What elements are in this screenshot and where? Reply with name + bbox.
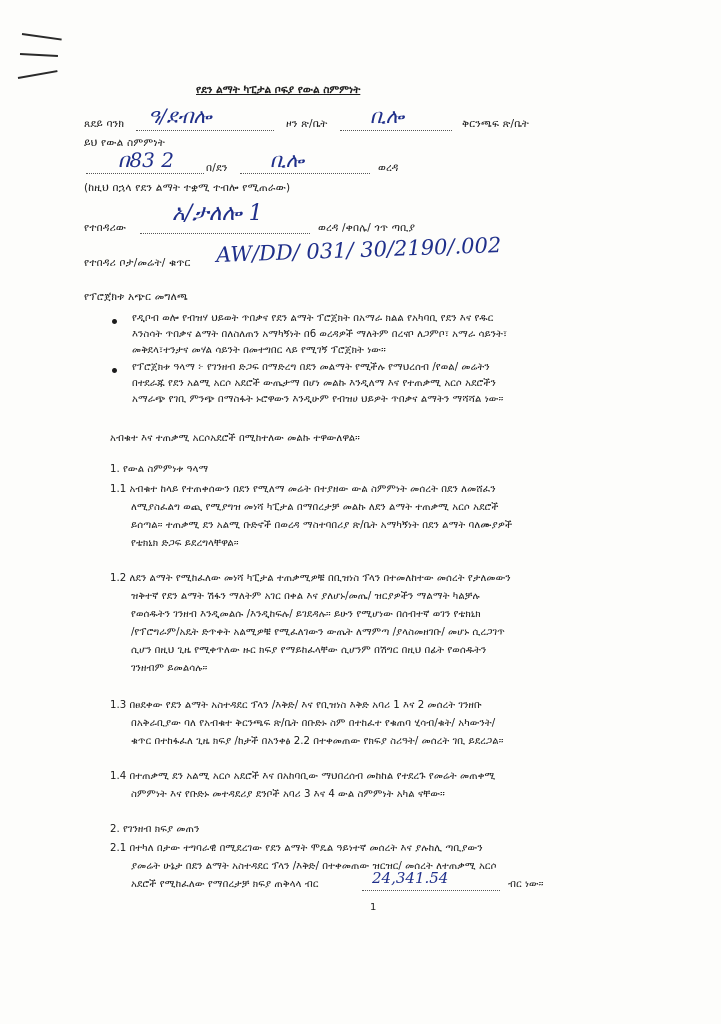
- clause-1-4-line-1: 1.4 በተጠቃሚ ደን አልሚ አርሶ አደሮች እና በአከባቢው ማህበረሰብ መከከል የተደረጉ የመሬት መጠቀሚ: [110, 771, 496, 782]
- branch-label: ዞን ጽ/ቤት: [286, 118, 328, 130]
- borrower-dotted-line: [140, 233, 310, 234]
- branch-dotted-line: [340, 130, 452, 131]
- clause-1-2-line-4: /የፕሮግራም/አዴት ድጥቀት አልሚዎቹ የሚፈለገውን ውጤት ለማምጣ /ያላስመዘገቡ/ መሆኑ ሲረጋገጥ: [131, 627, 505, 638]
- borrower-location-label: ወረዳ /ቀበሌ/ ጎጥ ጣቢያ: [318, 222, 416, 234]
- clause-2-1-line-3: አደሮች የሚከፈለው የማበረታቻ ክፍያ ጠቅላላ ብር: [131, 879, 319, 890]
- clause-2-1-line-2: ያመሬት ሁኔታ በደን ልማት አስተዳደር ፕላን /እቅድ/ በተቀመጠው ዝርዝር/ መሰረት ለተጠቃሚ አርሶ: [131, 861, 497, 872]
- margin-mark: [18, 70, 58, 79]
- clause-1-2-line-5: ሲሆን በዚህ ጊዜ የሚቀጥለው ዙር ክፍያ የማይከፈላቸው ሲሆንም በሽግር በዚህ በፊት የወሰዱትን: [131, 645, 487, 656]
- woreda-label: ወረዳ: [378, 162, 399, 174]
- office-label: ቅርንጫፍ ጽ/ቤት: [462, 118, 530, 130]
- bullet-1-line-3: መቅደላ፣ተንታና መሃል ሳይንት በመተግበር ላይ የሚገኝ ፕሮጀክት ነው።: [132, 345, 386, 356]
- clause-1-2-line-1: 1.2 ለደን ልማት የሚከፈለው መነሻ ካፒታል ተጠቃሚዎቹ በቢዝነስ ፕላን በተመለከተው መሰረት የታለመውን: [110, 573, 511, 584]
- payment-amount-dotted-line: [362, 890, 500, 891]
- clause-1-1-line-2: ለሚያስፈልግ ወጪ የሚያግዝ መነሻ ካፒታል በማበረታቻ መልኩ ለደን ልማት ተጠቃሚ አርሶ አደሮች: [131, 502, 499, 513]
- account-value-handwritten: AW/DD/ 031/ 30/2190/.002: [215, 233, 502, 267]
- place-value-handwritten: ቢሎ: [270, 148, 304, 172]
- borrower-label: የተበዳሪው: [84, 222, 127, 234]
- agreement-label: ይህ የውል ስምምነት: [84, 137, 166, 149]
- date-dotted-line: [86, 173, 204, 174]
- bullet-2-line-3: አማራጭ የገቢ ምንጭ በማስፋት ኑሮዋውን እንዲሁም የብዝሀ ህይዎት ጥበቃና ልማትን ማሻሻል ነው።: [132, 394, 504, 405]
- date-value-handwritten: በ83 2: [118, 148, 174, 172]
- project-description-heading: የፕሮጀክቱ አጭር መግለጫ: [84, 291, 189, 303]
- bullet-2-line-2: በተደራጁ የደን አልሚ አርሶ አደሮች ውጤታማ በሆነ መልኩ እንዲለማ እና የተጠቃሚ አርሶ አደሮችን: [132, 378, 496, 389]
- clause-1-2-line-3: የወሰዱትን ገንዘብ እንዲመልሱ /እንዲከፍሉ/ ይገደዳሉ። ይሁን የሚሆነው በሰብተኛ ወገን የቴክኒክ: [131, 609, 481, 620]
- clause-1-1-line-1: 1.1 አብቁተ ከላይ የተጠቀሰውን በደን የሚለማ መሬት በተያዘው ውል ስምምነት መሰረት በደን ለመሸፈን: [110, 484, 496, 495]
- margin-mark: [20, 53, 58, 57]
- institution-note: (ከዚህ በኋላ የደን ልማት ተቋሚ ተብሎ የሚጠራው): [84, 182, 291, 194]
- clause-1-2-line-2: ዝቅተኛ የደን ልማት ሽፋን ማለትም አገር በቀል እና ያለሆኑ/መጤ/ ዝርያዎችን ማልማት ካልቻሉ: [131, 591, 480, 602]
- clause-1-4-line-2: ስምምነት እና የቡድኑ መተዳደሪያ ደንቦች አባሪ 3 እና 4 ውል ስምምነት አካል ናቸው።: [131, 789, 445, 800]
- branch-value-handwritten: ቢሎ: [370, 104, 404, 128]
- bullet-marker: [112, 368, 117, 373]
- bullet-marker: [112, 319, 117, 324]
- clause-1-1-line-3: ይሰጣል። ተጠቃሚ ደን አልሚ ቡድኖች በወረዳ ማስተባበሪያ ጽ/ቤት አማካኝነት በደን ልማት ባለሙያዎች: [131, 520, 513, 531]
- clause-1-2-line-6: ገንዘብም ይመልሳሉ።: [131, 663, 208, 674]
- account-label: የተበዳሪ ቦታ/መሬት/ ቁጥር: [84, 257, 191, 269]
- document-title: የደን ልማት ካፒታል ቦፍያ የውል ስምምነት: [196, 84, 361, 96]
- bullet-1-line-2: እንስሳት ጥበቃና ልማት በለስለጠን አማካኝነት በ6 ወረዳዎች ማለትም በረናቦ ለጋምቦ፣ አማራ ሳይንት፣: [132, 329, 508, 340]
- bullet-1-line-1: የዲቦብ ወሎ የብዝሃ ህይወት ጥበቃና የደን ልማት ፕሮጀክት በአማራ ክልል የአካባቢ የደን እና የዱር: [132, 313, 494, 324]
- zone-dotted-line: [136, 130, 274, 131]
- clause-1-3-line-3: ቁጥር በተከፋፈለ ጊዜ ክፍያ /ከታች በአንቀፅ 2.2 በተቀመጠው የክፍያ ስሪዓት/ መሰረት ገቢ ይደረጋል።: [131, 736, 504, 747]
- section-2-heading: 2. የገንዘብ ክፍያ መጠን: [110, 824, 200, 835]
- borrower-value-handwritten: አ/ታለሎ 1: [172, 201, 263, 226]
- clause-1-3-line-2: በአቅራቢያው ባለ የአብቁተ ቅርንጫፍ ጽ/ቤት በቡድኑ ስም በተከፈተ የቁጠባ ሂሳብ/ቁት/ አካውንት/: [131, 718, 496, 729]
- zone-label: ጸደይ ባንክ: [84, 118, 125, 130]
- payment-amount-handwritten: 24,341.54: [372, 869, 449, 887]
- section-1-heading: 1. የውል ስምምነቱ ዓላማ: [110, 464, 209, 475]
- place-dotted-line: [240, 173, 370, 174]
- clause-1-3-line-1: 1.3 በፀደቀው የደን ልማት አስተዳደር ፕላን /እቅድ/ እና የቢዝነስ እቅድ አባሪ 1 እና 2 መሰረት ገንዘቡ: [110, 700, 482, 711]
- clause-2-1-line-1: 2.1 በተካለ በታው ተግባራዊ በሚደረገው የደን ልማት ሞዴል ዓይነተኛ መሰረት እና ያሉከሊ ጣቢያውን: [110, 843, 483, 854]
- page-number: 1: [370, 902, 377, 913]
- by-label: በ/ደን: [206, 162, 228, 174]
- agreement-intro: አብቁተ እና ተጠቃሚ አርሶአደሮች በሚከተለው መልኩ ተዋውለዋል።: [110, 433, 360, 444]
- margin-mark: [22, 33, 62, 41]
- bullet-2-line-1: የፕሮጀክቱ ዓላማ ፦ የገንዘብ ድጋፍ በማድረግ በደን መልማት የሚችሉ የማህረሰብ /የወል/ መሬትን: [132, 362, 490, 373]
- zone-value-handwritten: ዓ/ደብሎ: [148, 104, 212, 128]
- clause-1-1-line-4: የቴክኒክ ድጋፍ ይደረግላቸዋል።: [131, 538, 239, 549]
- clause-2-1-tail: ብር ነው።: [508, 879, 544, 890]
